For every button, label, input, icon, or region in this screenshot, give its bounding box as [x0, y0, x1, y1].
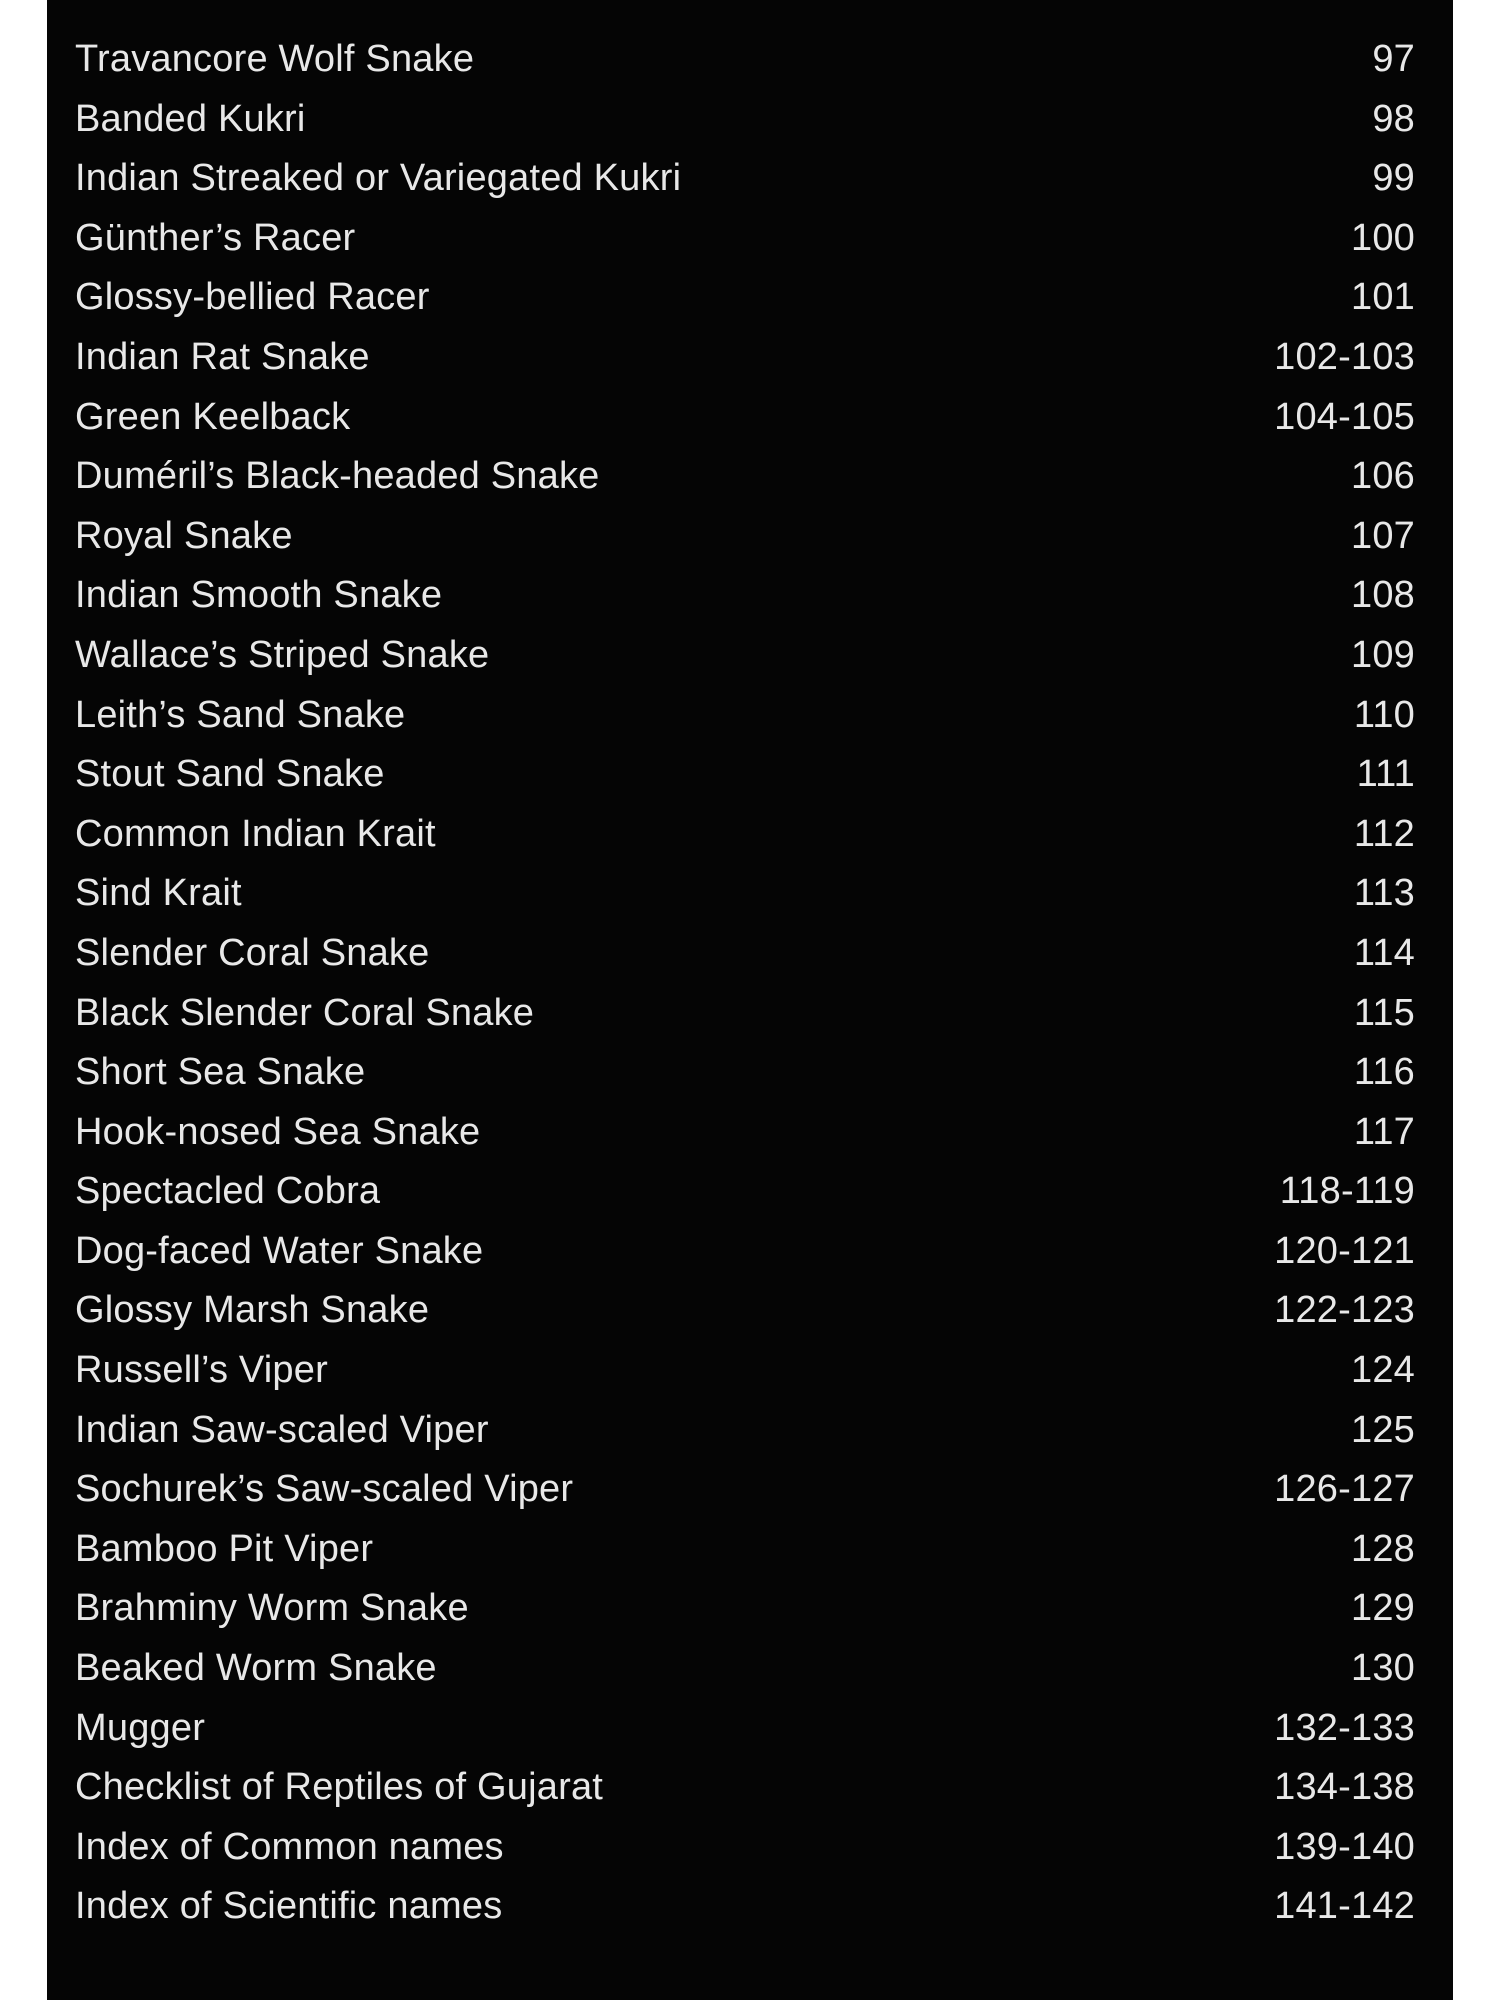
toc-entry: [75, 209, 1415, 269]
toc-entry: [75, 1341, 1415, 1401]
toc-entry-page-number: 120-121: [1274, 1229, 1415, 1272]
toc-entry-page-number: 139-140: [1274, 1825, 1415, 1868]
table-of-contents: [75, 30, 1415, 1937]
toc-entry: [75, 924, 1415, 984]
toc-entry-title: Dog-faced Water Snake: [75, 1229, 484, 1272]
toc-entry-page-number: 109: [1350, 633, 1415, 676]
toc-entry-page-number: 111: [1356, 753, 1415, 796]
toc-entry-title: Short Sea Snake: [75, 1051, 366, 1094]
toc-entry-title: Mugger: [75, 1706, 206, 1749]
toc-entry-page-number: 141-142: [1274, 1885, 1415, 1928]
contents-page: [47, 0, 1453, 2000]
toc-entry-title: Checklist of Reptiles of Gujarat: [75, 1766, 604, 1809]
toc-entry-title: Banded Kukri: [75, 97, 306, 140]
toc-entry-title: Sind Krait: [75, 872, 242, 915]
toc-entry-page-number: 118-119: [1279, 1170, 1415, 1213]
toc-entry-title: Hook-nosed Sea Snake: [75, 1110, 481, 1153]
toc-entry: [75, 745, 1415, 805]
toc-entry: [75, 1103, 1415, 1163]
toc-entry: [75, 30, 1415, 90]
toc-entry-title: Sochurek’s Saw-scaled Viper: [75, 1468, 574, 1511]
toc-entry-page-number: 102-103: [1274, 335, 1415, 378]
toc-entry-page-number: 114: [1353, 931, 1415, 974]
toc-entry-page-number: 132-133: [1274, 1706, 1415, 1749]
toc-entry-title: Bamboo Pit Viper: [75, 1527, 374, 1570]
toc-entry-title: Russell’s Viper: [75, 1349, 328, 1392]
toc-entry: [75, 268, 1415, 328]
toc-entry: [75, 507, 1415, 567]
toc-entry: [75, 388, 1415, 448]
toc-entry-title: Beaked Worm Snake: [75, 1647, 437, 1690]
toc-entry-title: Royal Snake: [75, 514, 293, 557]
toc-entry-page-number: 130: [1350, 1647, 1415, 1690]
toc-entry-page-number: 122-123: [1274, 1289, 1415, 1332]
toc-entry-page-number: 125: [1350, 1408, 1415, 1451]
toc-entry-title: Black Slender Coral Snake: [75, 991, 535, 1034]
toc-entry-title: Wallace’s Striped Snake: [75, 633, 490, 676]
toc-entry-page-number: 113: [1353, 872, 1415, 915]
toc-entry: [75, 1818, 1415, 1878]
toc-entry: [75, 447, 1415, 507]
toc-entry-page-number: 110: [1353, 693, 1415, 736]
toc-entry: [75, 984, 1415, 1044]
toc-entry-page-number: 101: [1350, 276, 1415, 319]
toc-entry-page-number: 106: [1350, 455, 1415, 498]
toc-entry-title: Glossy Marsh Snake: [75, 1289, 430, 1332]
toc-entry: [75, 1460, 1415, 1520]
toc-entry-title: Brahminy Worm Snake: [75, 1587, 469, 1630]
toc-entry-page-number: 129: [1350, 1587, 1415, 1630]
toc-entry-title: Index of Scientific names: [75, 1885, 503, 1928]
toc-entry: [75, 1520, 1415, 1580]
toc-entry-title: Index of Common names: [75, 1825, 504, 1868]
toc-entry-page-number: 117: [1353, 1110, 1415, 1153]
toc-entry: [75, 864, 1415, 924]
toc-entry-title: Green Keelback: [75, 395, 351, 438]
toc-entry-page-number: 134-138: [1274, 1766, 1415, 1809]
toc-entry-title: Indian Saw-scaled Viper: [75, 1408, 489, 1451]
toc-entry-title: Günther’s Racer: [75, 216, 356, 259]
toc-entry-page-number: 124: [1350, 1349, 1415, 1392]
toc-entry-title: Common Indian Krait: [75, 812, 436, 855]
toc-entry: [75, 1699, 1415, 1759]
toc-entry: [75, 1877, 1415, 1937]
toc-entry-page-number: 108: [1350, 574, 1415, 617]
toc-entry-page-number: 126-127: [1274, 1468, 1415, 1511]
toc-entry-title: Spectacled Cobra: [75, 1170, 381, 1213]
toc-entry-title: Slender Coral Snake: [75, 931, 430, 974]
toc-entry: [75, 1401, 1415, 1461]
toc-entry: [75, 1162, 1415, 1222]
toc-entry-title: Indian Smooth Snake: [75, 574, 443, 617]
toc-entry-page-number: 98: [1372, 97, 1415, 140]
toc-entry-page-number: 100: [1350, 216, 1415, 259]
toc-entry: [75, 805, 1415, 865]
toc-entry-title: Glossy-bellied Racer: [75, 276, 430, 319]
toc-entry-title: Travancore Wolf Snake: [75, 38, 475, 80]
toc-entry-page-number: 104-105: [1274, 395, 1415, 438]
toc-entry: [75, 686, 1415, 746]
toc-entry-page-number: 112: [1353, 812, 1415, 855]
toc-entry: [75, 626, 1415, 686]
toc-entry-title: Indian Rat Snake: [75, 335, 370, 378]
toc-entry-page-number: 99: [1372, 157, 1415, 200]
toc-entry: [75, 566, 1415, 626]
toc-entry: [75, 1222, 1415, 1282]
toc-entry-page-number: 115: [1353, 991, 1415, 1034]
toc-entry-title: Duméril’s Black-headed Snake: [75, 455, 600, 498]
toc-entry: [75, 1281, 1415, 1341]
toc-entry-page-number: 97: [1372, 38, 1415, 80]
toc-entry: [75, 328, 1415, 388]
toc-entry-page-number: 116: [1353, 1051, 1415, 1094]
toc-entry: [75, 1579, 1415, 1639]
toc-entry-title: Leith’s Sand Snake: [75, 693, 406, 736]
toc-entry-title: Indian Streaked or Variegated Kukri: [75, 157, 682, 200]
toc-entry-title: Stout Sand Snake: [75, 753, 385, 796]
toc-entry: [75, 1758, 1415, 1818]
toc-entry: [75, 1043, 1415, 1103]
toc-entry: [75, 1639, 1415, 1699]
toc-entry: [75, 149, 1415, 209]
toc-entry-page-number: 107: [1350, 514, 1415, 557]
toc-entry-page-number: 128: [1350, 1527, 1415, 1570]
toc-entry: [75, 90, 1415, 150]
